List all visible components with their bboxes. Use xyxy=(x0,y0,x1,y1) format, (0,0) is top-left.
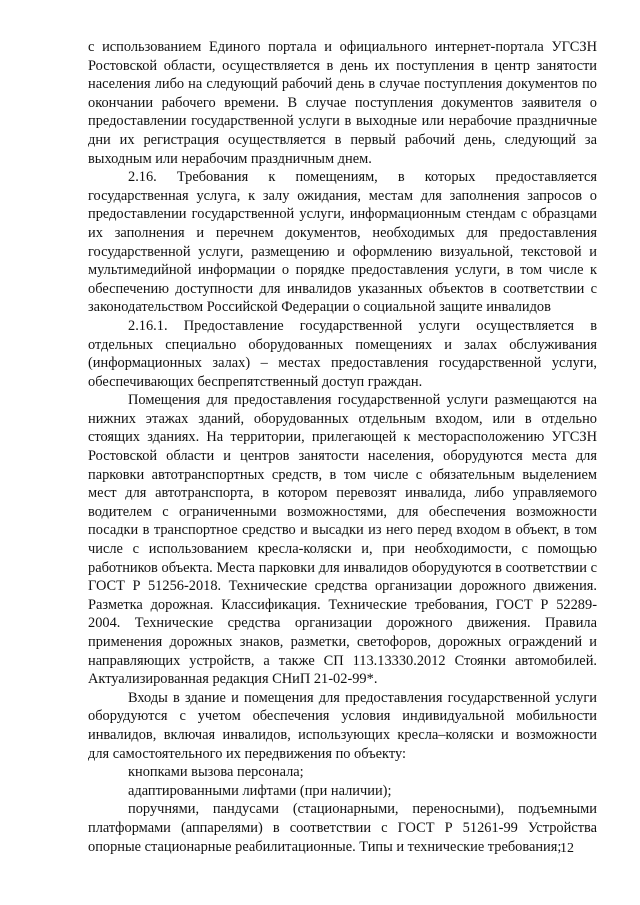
list-item-lifts: адаптированными лифтами (при наличии); xyxy=(128,782,392,799)
paragraph-registration: с использованием Единого портала и официального интернет-портала УГСЗН Ростовской области, осуществляется в день их поступления в центр занятости населения либо на следующий рабочий день в случае поступления документов по окончании рабочего времени. В случае поступления документов заявителя о предоставлении государственной услуги в выходные или нерабочие праздничные дни их регистрация осуществляется в первый рабочий день, следующий за выходным или нерабочим праздничным днем. xyxy=(88,39,597,167)
paragraph-2-16-1: 2.16.1. Предоставление государственной услуги осуществляется в отдельных специально оборудованных помещениях и залах обслуживания (информационных залах) – местах предоставления государственной услуги, обеспечивающих беспрепятственный доступ граждан. xyxy=(88,317,597,390)
document-page xyxy=(88,38,597,856)
page-number: 12 xyxy=(560,841,574,856)
list-item-handrails: поручнями, пандусами (стационарными, переносными), подъемными платформами (аппарелями) в соответствии с ГОСТ Р 51261-99 Устройства опорные стационарные реабилитационные. Типы и технические требования; xyxy=(88,801,597,855)
paragraph-entrances: Входы в здание и помещения для предоставления государственной услуги оборудуются с учетом обеспечения условия индивидуальной мобильности инвалидов, включая инвалидов, использующих кресла–коляски и возможности для самостоятельного их передвижения по объекту: xyxy=(88,689,597,762)
list-item-call-buttons: кнопками вызова персонала; xyxy=(128,764,304,781)
paragraph-premises: Помещения для предоставления государственной услуги размещаются на нижних этажах зданий, оборудованных отдельным входом, или в отдельно стоящих зданиях. На территории, прилегающей к месторасположению УГСЗН Ростовской области и центров занятости населения, оборудуются места для парковки автотранспортных средств, в том числе с обязательным выделением мест для автотранспорта, в котором перевозят инвалида, либо управляемого водителем с ограниченными возможностями, для обеспечения возможности посадки в транспортное средство и высадки из него перед входом в объект, в том числе с использованием кресла-коляски и, при необходимости, с помощью работников объекта. Места парковки для инвалидов оборудуются в соответствии с ГОСТ Р 51256-2018. Технические средства организации дорожного движения. Разметка дорожная. Классификация. Технические требования, ГОСТ Р 52289-2004. Технические средства организации дорожного движения. Правила применения дорожных знаков, разметки, светофоров, дорожных ограждений и направляющих устройств, а также СП 113.13330.2012 Стоянки автомобилей. Актуализированная редакция СНиП 21-02-99*. xyxy=(88,392,597,688)
paragraph-2-16: 2.16. Требования к помещениям, в которых предоставляется государственная услуга, к залу ожидания, местам для заполнения запросов о предоставлении государственной услуги, информационным стендам с образцами их заполнения и перечнем документов, необходимых для предоставления государственной услуги, размещению и оформлению визуальной, текстовой и мультимедийной информации о порядке предоставления услуги, в том числе к обеспечению доступности для инвалидов указанных объектов в соответствии с законодательством Российской Федерации о социальной защите инвалидов xyxy=(88,169,597,316)
